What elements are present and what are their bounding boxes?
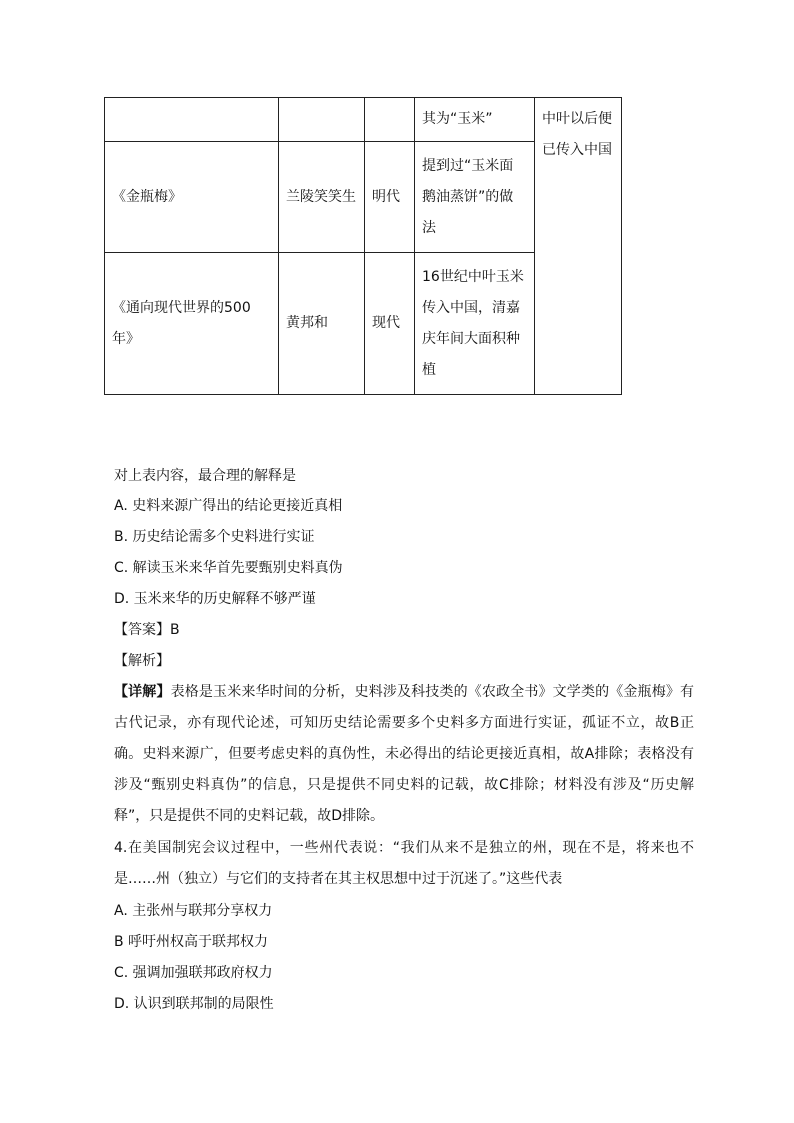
- answer-value: B: [170, 622, 180, 638]
- option-c: C. 强调加强联邦政府权力: [114, 965, 273, 981]
- table-cell-era: 明代: [365, 142, 415, 253]
- option-b: B. 历史结论需多个史料进行实证: [114, 529, 315, 545]
- table-cell-author: [279, 98, 365, 142]
- detail-paragraph: [114, 677, 694, 832]
- table-row: [105, 98, 622, 142]
- table-cell-work: 《通向现代世界的500年》: [105, 253, 279, 395]
- question-3-stem: 对上表内容，最合理的解释是: [114, 468, 296, 484]
- option-c: C. 解读玉米来华首先要甄别史料真伪: [114, 560, 343, 576]
- detail-label: 【详解】: [114, 684, 171, 700]
- option-a: A. 史料来源广得出的结论更接近真相: [114, 498, 343, 514]
- table-cell-work: 《金瓶梅》: [105, 142, 279, 253]
- detail-text: 表格是玉米来华时间的分析，史料涉及科技类的《农政全书》文学类的《金瓶梅》有古代记录，亦有现代论述，可知历史结论需要多个史料多方面进行实证，孤证不立，故B正确。史料来源广，但要考虑史料的真伪性，未必得出的结论更接近真相，故A排除；表格没有涉及“甄别史料真伪”的信息，只是提供不同史料的记载，故C排除；材料没有涉及“历史解释”，只是提供不同的史料记载，故D排除。: [114, 684, 695, 824]
- question-4-stem: 4.在美国制宪会议过程中，一些州代表说：“我们从来不是独立的州，现在不是，将来也不是……州（独立）与它们的支持者在其主权思想中过于沉迷了。”这些代表: [114, 840, 694, 887]
- option-b: B 呼吁州权高于联邦权力: [114, 934, 269, 950]
- table-cell-era: [365, 98, 415, 142]
- source-comparison-table: [104, 97, 622, 395]
- answer-line: [114, 620, 180, 640]
- option-a: A. 主张州与联邦分享权力: [114, 903, 273, 919]
- option-d: D. 认识到联邦制的局限性: [114, 996, 274, 1012]
- table-cell-content: 其为“玉米”: [415, 98, 535, 142]
- table-cell-era: 现代: [365, 253, 415, 395]
- answer-label: 【答案】: [114, 622, 170, 638]
- table-cell-content: 提到过“玉米面鹅油蒸饼”的做法: [415, 142, 535, 253]
- table-cell-conclusion: 中叶以后便已传入中国: [535, 98, 622, 395]
- option-d: D. 玉米来华的历史解释不够严谨: [114, 591, 316, 607]
- table-cell-work: [105, 98, 279, 142]
- table-cell-author: 兰陵笑笑生: [279, 142, 365, 253]
- table-cell-content: 16世纪中叶玉米传入中国，清嘉庆年间大面积种植: [415, 253, 535, 395]
- table-cell-author: 黄邦和: [279, 253, 365, 395]
- analysis-label: 【解析】: [114, 653, 170, 669]
